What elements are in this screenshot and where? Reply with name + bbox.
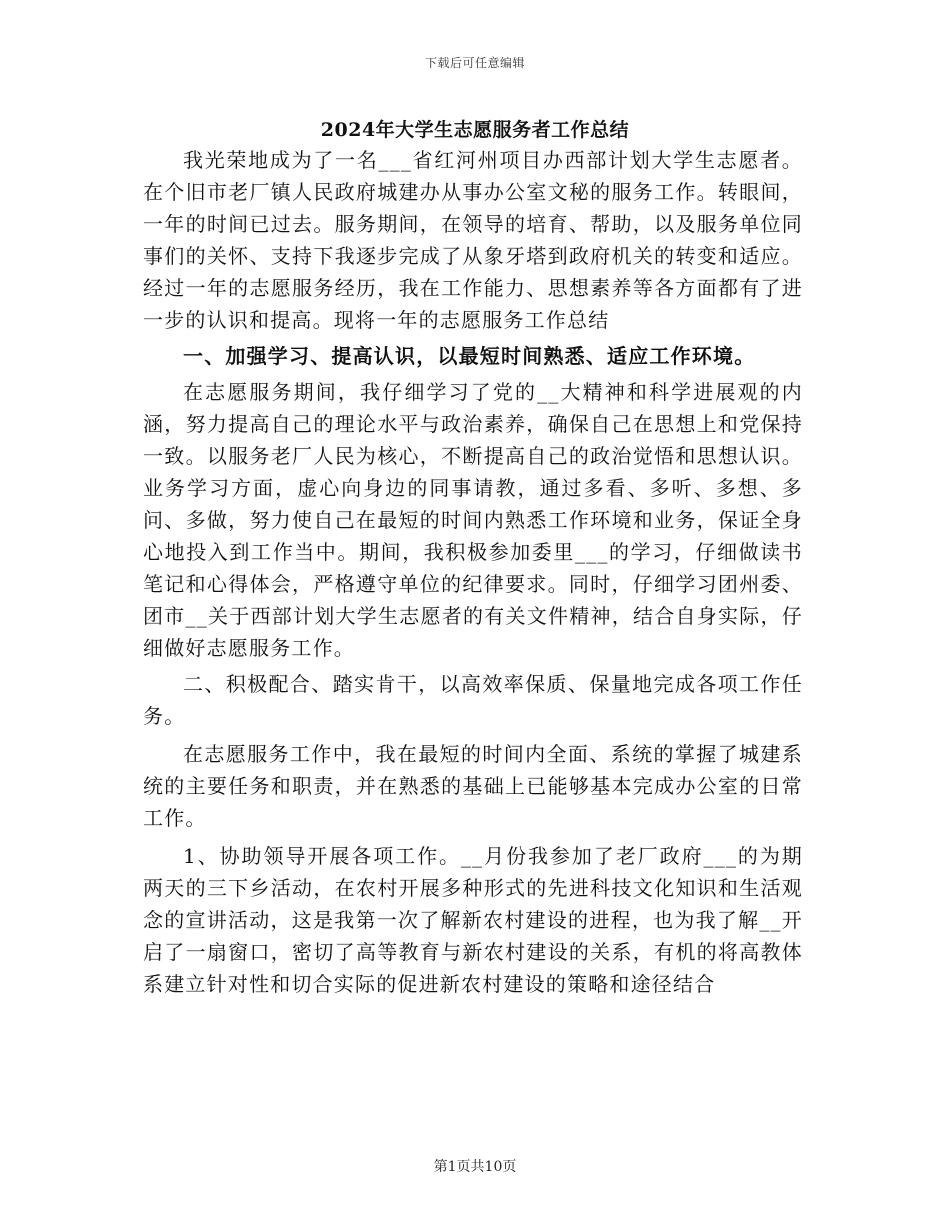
page-number: 第1页共10页 (433, 1159, 517, 1175)
document-body (143, 144, 803, 1000)
paragraph-study: 在志愿服务期间，我仔细学习了党的__大精神和科学进展观的内涵，努力提高自己的理论水平与政治素养，确保自己在思想上和党保持一致。以服务老厂人民为核心，不断提高自己的政治觉悟和思想认识。业务学习方面，虚心向身边的同事请教，通过多看、多听、多想、多问、多做，努力使自己在最短的时间内熟悉工作环境和业务，保证全身心地投入到工作当中。期间，我积极参加委里___的学习，仔细做读书笔记和心得体会，严格遵守单位的纪律要求。同时，仔细学习团州委、团市__关于西部计划大学生志愿者的有关文件精神，结合自身实际，仔细做好志愿服务工作。 (143, 380, 803, 660)
header-note: 下载后可任意编辑 (424, 56, 525, 70)
paragraph-work: 在志愿服务工作中，我在最短的时间内全面、系统的掌握了城建系统的主要任务和职责，并在熟悉的基础上已能够基本完成办公室的日常工作。 (143, 742, 803, 830)
paragraph-intro: 我光荣地成为了一名___省红河州项目办西部计划大学生志愿者。在个旧市老厂镇人民政府城建办从事办公室文秘的服务工作。转眼间，一年的时间已过去。服务期间，在领导的培育、帮助，以及服务单位同事们的关怀、支持下我逐步完成了从象牙塔到政府机关的转变和适应。经过一年的志愿服务经历，我在工作能力、思想素养等各方面都有了进一步的认识和提高。现将一年的志愿服务工作总结 (143, 148, 803, 332)
document-title: 2024年大学生志愿服务者工作总结 (320, 119, 630, 141)
section-heading-1: 一、加强学习、提高认识，以最短时间熟悉、适应工作环境。 (183, 344, 756, 368)
paragraph-item-1: 1、协助领导开展各项工作。__月份我参加了老厂政府___的为期两天的三下乡活动，在农村开展多种形式的先进科技文化知识和生活观念的宣讲活动，这是我第一次了解新农村建设的进程，也为我了解__开启了一扇窗口，密切了高等教育与新农村建设的关系，有机的将高教体系建立针对性和切合实际的促进新农村建设的策略和途径结合 (143, 844, 803, 996)
section-heading-2: 二、积极配合、踏实肯干，以高效率保质、保量地完成各项工作任务。 (143, 672, 803, 728)
